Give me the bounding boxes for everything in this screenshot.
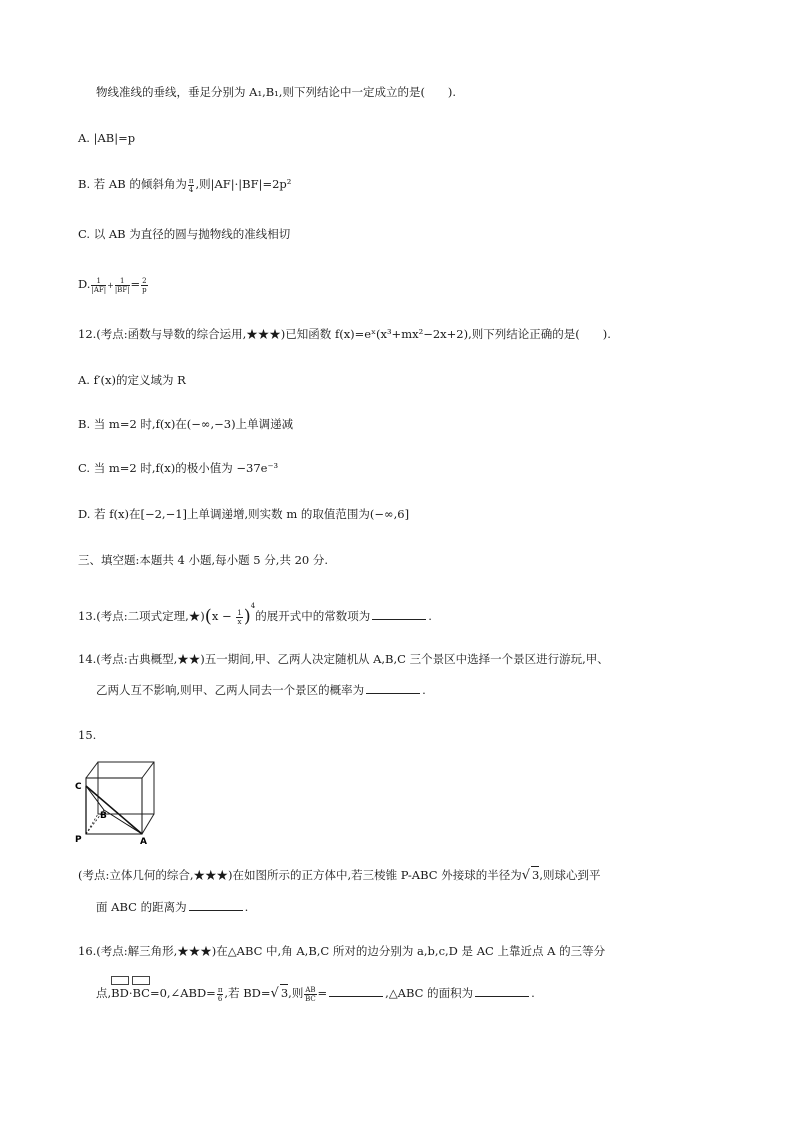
q15-end: . — [244, 900, 249, 914]
q16-vector-bd: BD — [111, 985, 129, 1001]
q15-line2-text: 面 ABC 的距离为 — [96, 900, 187, 914]
q14-line2 — [96, 681, 426, 698]
q15-line2 — [96, 898, 248, 915]
q14-line1: 14.(考点:古典概型,★★)五一期间,甲、乙两人决定随机从 A,B,C 三个景区中选择一个景区进行游玩,甲、 — [78, 652, 609, 666]
q11-b-post: ,则|AF|·|BF|=2p² — [195, 177, 292, 191]
q16-area-blank[interactable] — [475, 984, 529, 997]
q13-pre: 13.(考点:二项式定理,★) — [78, 609, 205, 623]
q11-d-frac1: $\frac{1}{|AF|}$ — [91, 276, 107, 294]
q11-b-pre: B. 若 AB 的倾斜角为 — [78, 177, 187, 191]
q14-end: . — [422, 683, 426, 697]
q16-angle-fraction: $\frac{\pi}{6}$ — [217, 985, 223, 1003]
q11-d-frac2: $\frac{1}{|BF|}$ — [114, 276, 130, 294]
q11-option-b — [78, 176, 291, 194]
q12-option-b: B. 当 m=2 时,f(x)在(−∞,−3)上单调递减 — [78, 417, 294, 431]
label-p: P — [75, 835, 82, 845]
q15-number: 15. — [78, 728, 97, 742]
q11-d-frac3: $\frac{2}{p}$ — [142, 276, 147, 294]
q13-post: 的展开式中的常数项为 — [255, 609, 371, 623]
label-c: C — [75, 782, 82, 792]
q16-l2-b: =0,∠ABD= — [149, 986, 216, 1000]
q15-line1: (考点:立体几何的综合,★★★)在如图所示的正方体中,若三棱锥 P-ABC 外接球的半径为√ 3,则球心到平 — [78, 868, 601, 883]
q16-line2: 点, BD· BC=0,∠ABD= $\frac{\pi}{6}$ ,若 BD=√ 3,则 $\frac{AB}{BC}$ = ,△ABC 的面积为 . — [96, 984, 535, 1003]
q13-minus: − — [221, 609, 232, 623]
q13: 13.(考点:二项式定理,★)(x − $\frac{1}{x}$ )$^4$的展开式中的常数项为 . — [78, 602, 432, 627]
q13-power: 4 — [250, 602, 256, 610]
q11-d-plus: + — [107, 281, 114, 290]
q16-l2-d: ,则 — [288, 986, 304, 1000]
q11-d-eq: = — [130, 277, 141, 291]
section-fill-in-heading: 三、填空题:本题共 4 小题,每小题 5 分,共 20 分. — [78, 553, 329, 567]
q11-stem-tail: 物线准线的垂线，垂足分别为 A₁,B₁,则下列结论中一定成立的是( ). — [96, 85, 457, 99]
q15-line1-post: ,则球心到平 — [539, 868, 601, 882]
q11-option-a: A. |AB|=p — [78, 131, 136, 145]
q12-stem: 12.(考点:函数与导数的综合运用,★★★)已知函数 f(x)=eˣ(x³+mx²−2x+2),则下列结论正确的是( ). — [78, 327, 611, 341]
q16-sqrt: 3 — [280, 986, 289, 1000]
q11-option-c: C. 以 AB 为直径的圆与抛物线的准线相切 — [78, 227, 291, 241]
q15-line1-pre: (考点:立体几何的综合,★★★)在如图所示的正方体中,若三棱锥 P-ABC 外接球的半径为 — [78, 868, 522, 882]
q16-end: . — [531, 986, 535, 1000]
q16-vector-bc: BC — [132, 985, 149, 1001]
q16-ratio-fraction: $\frac{AB}{BC}$ — [305, 985, 316, 1003]
q16-line1: 16.(考点:解三角形,★★★)在△ABC 中,角 A,B,C 所对的边分别为 a,b,c,D 是 AC 上靠近点 A 的三等分 — [78, 944, 606, 958]
q11-option-d — [78, 276, 149, 294]
q14-line2-text: 乙两人互不影响,则甲、乙两人同去一个景区的概率为 — [96, 683, 365, 697]
q15-sqrt: 3 — [532, 868, 540, 882]
q12-option-a: A. f′(x)的定义域为 R — [78, 373, 186, 387]
q11-d-pre: D. — [78, 277, 91, 291]
q14-answer-blank[interactable] — [366, 681, 420, 694]
label-a: A — [140, 837, 147, 846]
q13-answer-blank[interactable] — [372, 607, 426, 620]
q12-option-c: C. 当 m=2 时,f(x)的极小值为 −37e⁻³ — [78, 461, 279, 475]
q16-l2-a: 点, — [96, 986, 112, 1000]
q16-ratio-blank[interactable] — [329, 984, 383, 997]
q16-l2-e: = — [317, 986, 328, 1000]
cube-figure — [74, 756, 166, 846]
q15-answer-blank[interactable] — [189, 898, 243, 911]
q16-l2-c: ,若 BD= — [224, 986, 271, 1000]
label-b: B — [100, 811, 107, 821]
q16-dot: · — [128, 986, 133, 1000]
q13-x: x — [211, 609, 219, 623]
q12-option-d: D. 若 f(x)在[−2,−1]上单调递增,则实数 m 的取值范围为(−∞,6] — [78, 507, 410, 521]
q13-fraction: $\frac{1}{x}$ — [237, 608, 242, 626]
q13-end: . — [428, 609, 432, 623]
q16-l2-f: ,△ABC 的面积为 — [385, 986, 474, 1000]
q11-b-fraction: $\frac{\pi}{4}$ — [188, 176, 194, 194]
